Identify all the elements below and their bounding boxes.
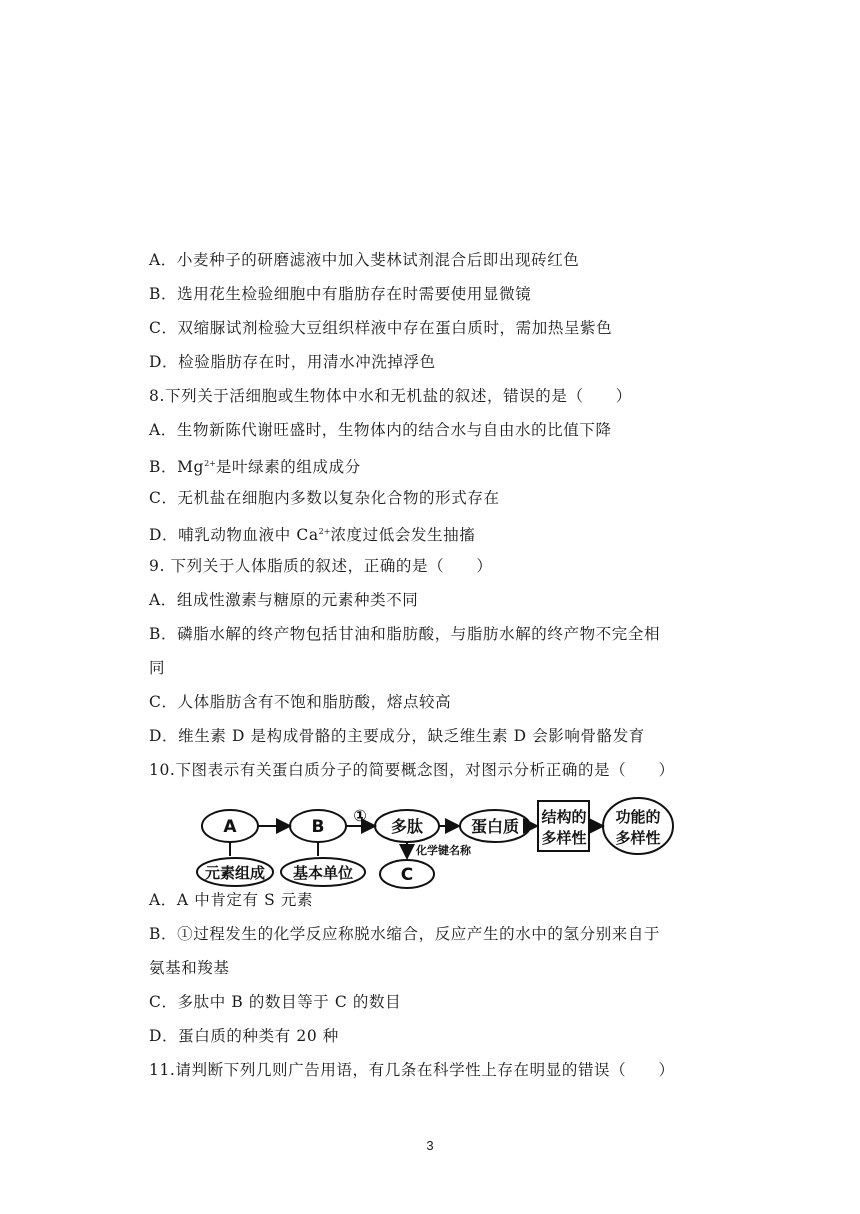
element-composition-label: 元素组成 [204, 864, 266, 882]
option-8b-prefix: B．Mg [149, 458, 205, 476]
option-7c: C．双缩脲试剂检验大豆组织样液中存在蛋白质时，需加热呈紫色 [149, 319, 613, 337]
node-b-label: B [311, 817, 325, 837]
option-8b [149, 454, 361, 477]
structure-label-1: 结构的 [541, 808, 587, 826]
chemical-bond-label: 化学键名称 [416, 844, 471, 857]
node-a-label: A [223, 817, 237, 837]
node-c-label: C [400, 865, 414, 885]
peptide-label: 多肽 [390, 817, 424, 836]
option-10b-line2: 氨基和羧基 [149, 959, 230, 977]
option-9b-line1: B．磷脂水解的终产物包括甘油和脂肪酸，与脂肪水解的终产物不完全相 [149, 625, 661, 643]
page-number: 3 [426, 1138, 434, 1153]
option-10a: A．A 中肯定有 S 元素 [149, 891, 314, 909]
option-8a: A．生物新陈代谢旺盛时，生物体内的结合水与自由水的比值下降 [149, 421, 612, 439]
option-8c: C．无机盐在细胞内多数以复杂化合物的形式存在 [149, 489, 500, 507]
structure-label-2: 多样性 [541, 829, 587, 847]
function-label-2: 多样性 [615, 829, 661, 847]
option-7a: A．小麦种子的研磨滤液中加入斐林试剂混合后即出现砖红色 [149, 251, 580, 269]
option-10d: D．蛋白质的种类有 20 种 [149, 1027, 339, 1045]
basic-unit-label: 基本单位 [292, 864, 354, 882]
function-label-1: 功能的 [615, 808, 661, 826]
step-1-label: ① [353, 806, 367, 825]
question-11-stem: 11.请判断下列几则广告用语，有几条在科学性上存在明显的错误（ ） [149, 1061, 675, 1079]
protein-label: 蛋白质 [470, 817, 520, 836]
option-8d [149, 522, 475, 545]
option-10b-line1: B．①过程发生的化学反应称脱水缩合，反应产生的水中的氢分别来自于 [149, 925, 661, 943]
option-9a: A．组成性激素与糖原的元素种类不同 [149, 591, 419, 609]
option-9c: C．人体脂肪含有不饱和脂肪酸，熔点较高 [149, 693, 452, 711]
option-8b-suffix: 是叶绿素的组成成分 [215, 458, 361, 476]
question-9-stem: 9. 下列关于人体脂质的叙述，正确的是（ ） [149, 557, 493, 575]
option-9d: D．维生素 D 是构成骨骼的主要成分，缺乏维生素 D 会影响骨骼发育 [149, 727, 645, 745]
mg-charge: 2+ [204, 459, 216, 468]
option-8d-suffix: 浓度过低会发生抽搐 [330, 526, 476, 544]
option-9b-line2: 同 [149, 659, 166, 677]
option-8d-prefix: D．哺乳动物血液中 Ca [149, 526, 319, 544]
option-7b: B．选用花生检验细胞中有脂肪存在时需要使用显微镜 [149, 285, 532, 303]
question-8-stem: 8.下列关于活细胞或生物体中水和无机盐的叙述，错误的是（ ） [149, 387, 632, 405]
protein-concept-diagram [195, 796, 685, 892]
option-10c: C．多肽中 B 的数目等于 C 的数目 [149, 993, 402, 1011]
option-7d: D．检验脂肪存在时，用清水冲洗掉浮色 [149, 353, 436, 371]
question-10-stem: 10.下图表示有关蛋白质分子的简要概念图，对图示分析正确的是（ ） [149, 761, 675, 779]
ca-charge: 2+ [318, 527, 331, 536]
